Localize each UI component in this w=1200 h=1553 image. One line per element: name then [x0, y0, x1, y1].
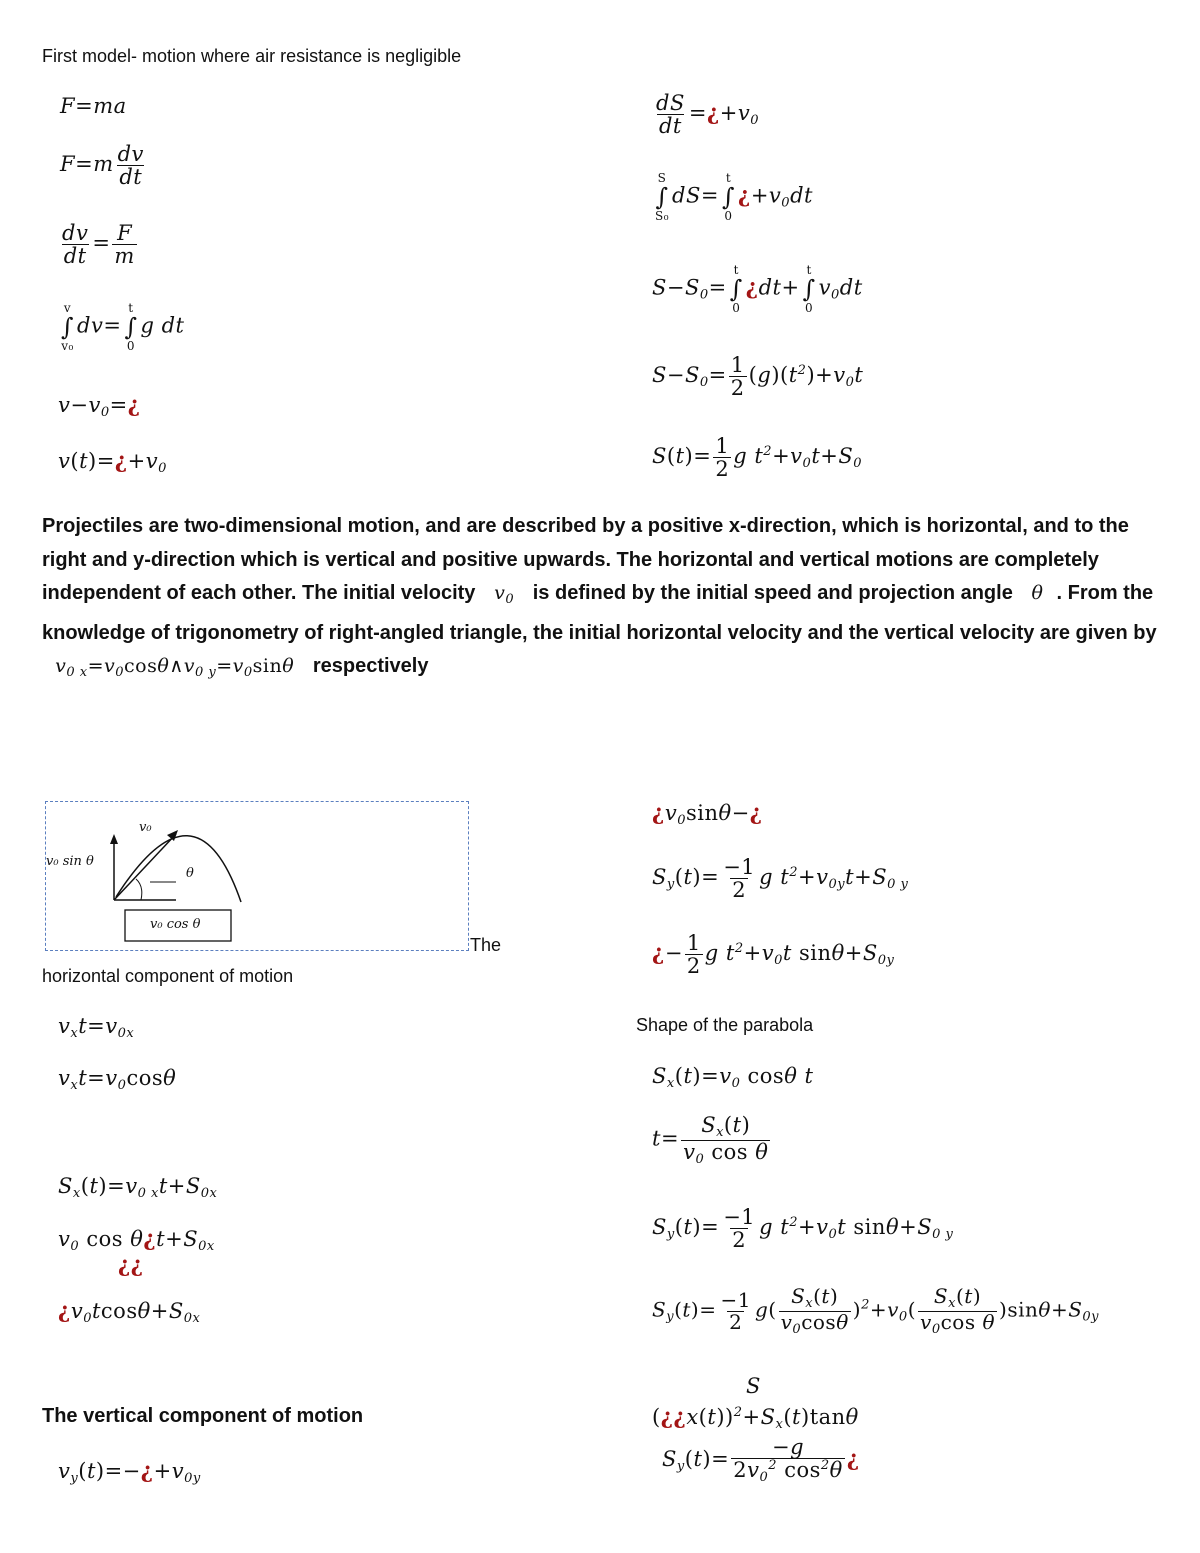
vertical-component-heading: The vertical component of motion: [42, 1405, 364, 1427]
equation-vx-1: $v_xt=v_{0x}$: [58, 1014, 135, 1041]
equation-final-s: S: [746, 1374, 761, 1398]
equation-newton: F=ma: [60, 94, 127, 118]
equation-vertical-1: ¿$v_0\sin\theta-¿$: [652, 800, 763, 828]
equation-sy-parabola-2: $S_y(t)=$ $\frac{-1}{2}$ g( $\frac{S_x(t)}{v_0\cos\theta}$ )$^2+v_0$( $\frac{S_x(t)}{v_0\cos \theta}$ )$\sin\theta+S_{0y}$: [652, 1284, 1100, 1337]
equation-displacement-function: S(t)= $\frac{1}{2}$ g $t^2+v_0t+S_0$: [652, 434, 863, 482]
symbol-theta: θ: [1018, 582, 1057, 604]
equation-sx-2-marker: ¿¿: [118, 1252, 144, 1277]
paragraph-part-1: Projectiles are two-dimensional motion, and are described by a positive x-direction, which is horizontal, and to the right and y-direction which is vertical and positive upwards. The horizontal and vertical motions are completely independent of each other. The initial velocity: [42, 515, 1129, 604]
equation-displacement-integral: S ∫ S₀ dS= t ∫ 0 ¿$+v_0dt$: [655, 171, 813, 224]
equation-sy-2: ¿− $\frac{1}{2}$ g $t^2+v_0t$ $\sin\theta+S_{0y}$: [652, 931, 895, 979]
figure-label-theta: θ: [186, 866, 194, 881]
paragraph-part-2: is defined by the initial speed and projection angle: [532, 582, 1013, 604]
figure-label-v0: v₀: [139, 820, 152, 835]
equation-displacement-evaluated: $S-S_0=$ $\frac{1}{2}$ $(g)(t^2)+v_0t$: [652, 353, 864, 401]
equation-final-line: $(¿¿x(t))^2+S_x(t)\tan\theta$: [652, 1404, 859, 1432]
equation-sy-parabola-1: $S_y(t)=$ $\frac{-1}{2}$ g $t^2+v_0t$ $\sin\theta+S_{0 y}$: [652, 1205, 954, 1253]
paragraph-part-3: . From the knowledge of trigonometry of right-angled triangle, the initial horizontal velocity and the vertical velocity are given by: [42, 582, 1157, 644]
equation-sx-1: $S_x(t)=v_{0 x}t+S_{0x}$: [58, 1174, 218, 1201]
equation-sy-1: $S_y(t)=$ $\frac{-1}{2}$ g $t^2+v_{0y}t+S_{0 y}$: [652, 855, 909, 903]
equation-sx-parabola: $S_x(t)=v_0$ cosθ t: [652, 1064, 814, 1091]
projectile-diagram: [46, 802, 468, 950]
figure-label-vcos: v₀ cos θ: [150, 917, 201, 932]
parabola-heading: Shape of the parabola: [636, 1015, 814, 1035]
equation-velocity-difference: $v-v_0=¿$: [58, 392, 141, 420]
equation-vy: $v_y(t)=-¿+v_{0y}$: [58, 1458, 201, 1486]
equation-vx-2: $v_xt=v_0\cos\theta$: [58, 1066, 177, 1093]
symbol-initial-velocity: $v_0$: [480, 582, 515, 607]
equation-acceleration: $\frac{dv}{dt}$ = $\frac{F}{m}$: [62, 221, 135, 269]
equation-sx-3: ¿$v_0tcos\theta+S_{0x}$: [58, 1298, 201, 1326]
equation-displacement-derivative: $\frac{dS}{dt}$ $=¿+v_0$: [656, 91, 760, 139]
equation-final-sy: $S_y(t)=$ $\frac{-g}{2v_0^2 \cos^2\theta}$ ¿: [662, 1435, 860, 1486]
projectile-paragraph: [42, 510, 1162, 690]
equation-displacement-split: $S-S_0=$ t ∫ 0 ¿dt+ t ∫ 0 $v_0dt$: [652, 263, 863, 316]
paragraph-part-4: respectively: [312, 655, 429, 677]
projectile-figure: [45, 801, 469, 951]
symbol-velocity-components: $v_{0 x}=v_0\cos\theta\wedge v_{0 y}=v_0\sin\theta$: [42, 655, 308, 680]
figure-label-vsin: v₀ sin θ: [46, 854, 94, 869]
page-heading: First model- motion where air resistance is negligible: [42, 46, 462, 66]
equation-velocity-integral: v ∫ v₀ dv= t ∫ 0 g dt: [61, 301, 185, 354]
horizontal-component-heading: horizontal component of motion: [42, 966, 294, 986]
equation-newton-derivative: F=m $\frac{dv}{dt}$: [60, 142, 144, 190]
equation-sx-2: $v_0$ $\cos \theta¿t+S_{0x}$: [58, 1226, 215, 1254]
text-the: The: [470, 935, 502, 955]
equation-t: t= $\frac{S_x(t)}{v_0 \cos \theta}$: [652, 1113, 769, 1167]
equation-velocity-function: $v(t)=¿+v_0$: [58, 448, 167, 476]
